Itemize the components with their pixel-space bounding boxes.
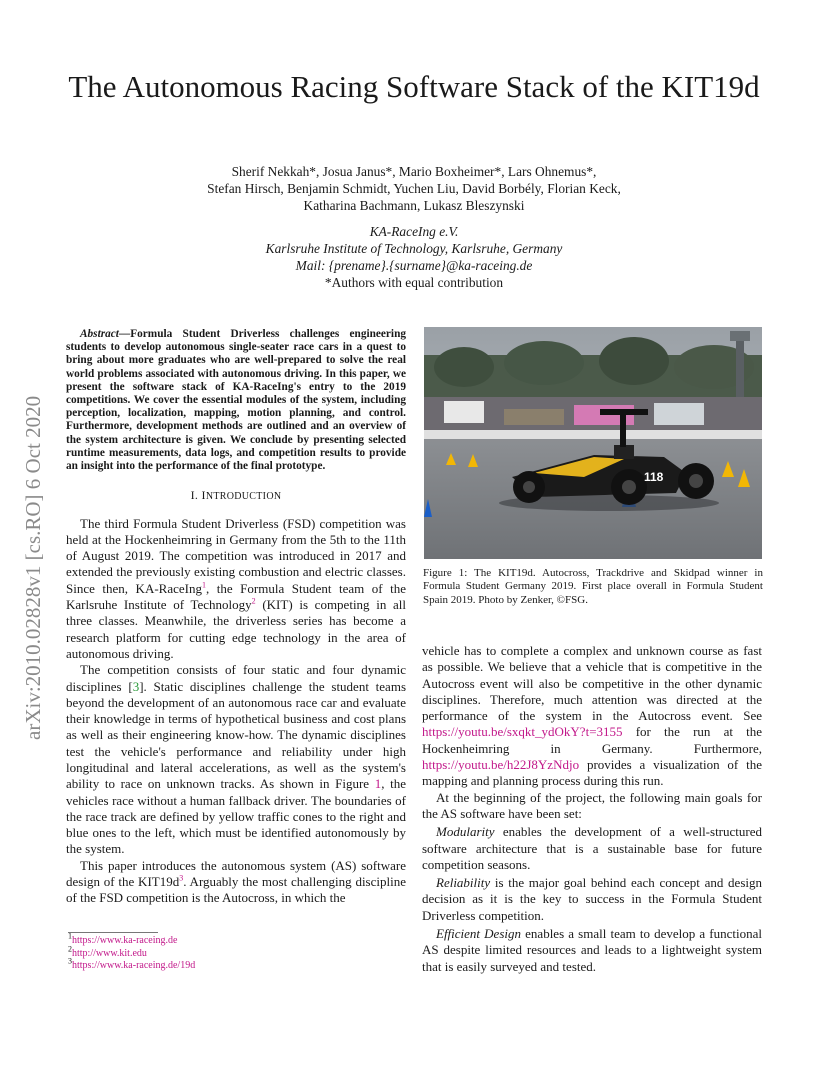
figure-photo [424, 327, 762, 559]
goal-modularity: Modularity enables the development of a well-structured software architecture that is a sustainable base for future competition seasons. [422, 824, 762, 872]
section-number: I. [190, 488, 199, 503]
footnote-divider [68, 932, 158, 933]
video-link-visualization[interactable]: https://youtu.be/h22J8YzNdjo [422, 757, 580, 773]
arxiv-identifier [14, 290, 48, 740]
figure-caption: Figure 1: The KIT19d. Autocross, Trackdrive and Skidpad winner in Formula Student Germany 2019. First place overall in Formula Student Spain 2019. Photo by Zenker, ©FSG. [423, 567, 763, 606]
goal-efficient-design: Efficient Design enables a small team to develop a functional AS despite limited resources and leads to a lightweight system that is easily surveyed and tested. [422, 926, 763, 974]
section-heading-introduction [66, 487, 406, 505]
car-number: 118 [644, 470, 664, 484]
footnote-link-1[interactable]: https://www.ka-raceing.de [72, 935, 178, 946]
video-link-autocross[interactable]: https://youtu.be/sxqkt_ydOkY?t=3155 [422, 724, 623, 740]
intro-paragraph-2: The competition consists of four static and four dynamic disciplines [3]. Static disciplines challenge the student teams beyond the development of an autonomous race car and evaluate their knowledge in terms of hypothetical business and cost plans as well as their engineering know-how. The dynamic disciplines test the vehicle's performance and reliability under high longitudinal and lateral accelerations, as well as the system's ability to race on unknown tracks. As shown in Figure 1, the vehicles race without a human fallback driver. The boundaries of the race track are defined by yellow traffic cones to the right and blue ones to the left, which must be identified autonomously by the system. [66, 662, 406, 857]
footnote-2: $^2$http://www.kit.edu [68, 944, 147, 959]
footnote-3: $^3$https://www.ka-raceing.de/19d [68, 956, 196, 972]
section-title-initial: I [201, 488, 206, 503]
equal-contribution-note: *Authors with equal contribution [324, 275, 504, 290]
footnotes [68, 932, 408, 973]
footnote-marker-1[interactable]: 1 [201, 580, 206, 590]
footnote-marker-2[interactable]: 2 [251, 596, 256, 606]
section-title-rest: NTRODUCTION [205, 491, 282, 503]
intro-paragraph-1: The third Formula Student Driverless (FSD) competition was held at the Hockenheimring in Germany from the 5th to the 11th of August 2019. The competition was introduced in 2017 and extended the previously existing combustion and electric classes. Since then, KA-RaceIng$^1$, the Formula Student team of the Karlsruhe Institute of Technology$^2$ (KIT) is competing in all three classes. Meanwhile, the driverless series has become a research platform for cutting edge technology in the area of autonomous driving. [66, 515, 406, 661]
arxiv-identifier-text: arXiv:2010.02828v1 [cs.RO] 6 Oct 2020 [21, 395, 45, 740]
affiliation-block [60, 223, 768, 291]
authors-line-2: Stefan Hirsch, Benjamin Schmidt, Yuchen Liu, David Borbély, Florian Keck, [207, 181, 621, 196]
right-column [422, 643, 762, 975]
affiliation-org: KA-RaceIng e.V. [369, 224, 459, 239]
footnote-link-3[interactable]: https://www.ka-raceing.de/19d [72, 960, 196, 972]
abstract-text: —Formula Student Driverless challenges engineering students to develop autonomous single-seater race cars in a quest to bring about more graduates who are well-prepared to solve the real world problems associated with autonomous driving. In this paper, we present the software stack of KA-RaceIng's entry to the 2019 competitions. We cover the essential modules of the system, including perception, localization, mapping, motion planning, and control. Furthermore, development methods are outlined and an overview of the system architecture is given. We conclude by presenting selected runtime measurements, data logs, and competition results to provide an insight into the performance of the final prototype. [66, 328, 406, 473]
footnote-link-2[interactable]: http://www.kit.edu [72, 947, 147, 959]
citation-link[interactable]: 3 [132, 678, 140, 694]
footnote-marker-3[interactable]: 3 [179, 873, 184, 883]
authors-line-3: Katharina Bachmann, Lukasz Bleszynski [303, 198, 525, 213]
affiliation-mail: Mail: {prename}.{surname}@ka-raceing.de [295, 258, 533, 273]
right-paragraph-2: At the beginning of the project, the following main goals for the AS software have been set: [422, 789, 762, 821]
figure-ref-link[interactable]: 1 [374, 776, 382, 792]
goal-reliability: Reliability is the major goal behind each concept and design decision as it is the key to success in the Formula Student Driverless competition. [422, 875, 762, 923]
footnote-1: $^1$https://www.ka-raceing.de [68, 931, 178, 946]
author-list [60, 163, 768, 214]
intro-paragraph-3: This paper introduces the autonomous system (AS) software design of the $KIT19d^3$. Arguably the most challenging discipline of the FSD competition is the Autocross, in which the [66, 857, 406, 906]
abstract-lead: Abstract [80, 328, 119, 340]
abstract [66, 328, 406, 473]
race-car-photo [424, 327, 762, 559]
affiliation-institute: Karlsruhe Institute of Technology, Karlsruhe, Germany [265, 241, 563, 256]
paper-title: The Autonomous Racing Software Stack of the KIT19d [68, 69, 760, 104]
left-column [66, 328, 406, 907]
right-paragraph-1: vehicle has to complete a complex and unknown course as fast as possible. We believe that a vehicle that is competitive in the Autocross event will also be competitive in the other dynamic disciplines. Therefore, much attention was directed at the performance of the system in the Autocross event. See https://youtu.be/sxqkt_ydOkY?t=3155 for the run at the Hockenheimring in Germany. Furthermore, https://youtu.be/h22J8YzNdjo provides a visualization of the mapping and planning process during this run. [422, 643, 762, 789]
authors-line-1: Sherif Nekkah*, Josua Janus*, Mario Boxheimer*, Lars Ohnemus*, [231, 164, 597, 179]
